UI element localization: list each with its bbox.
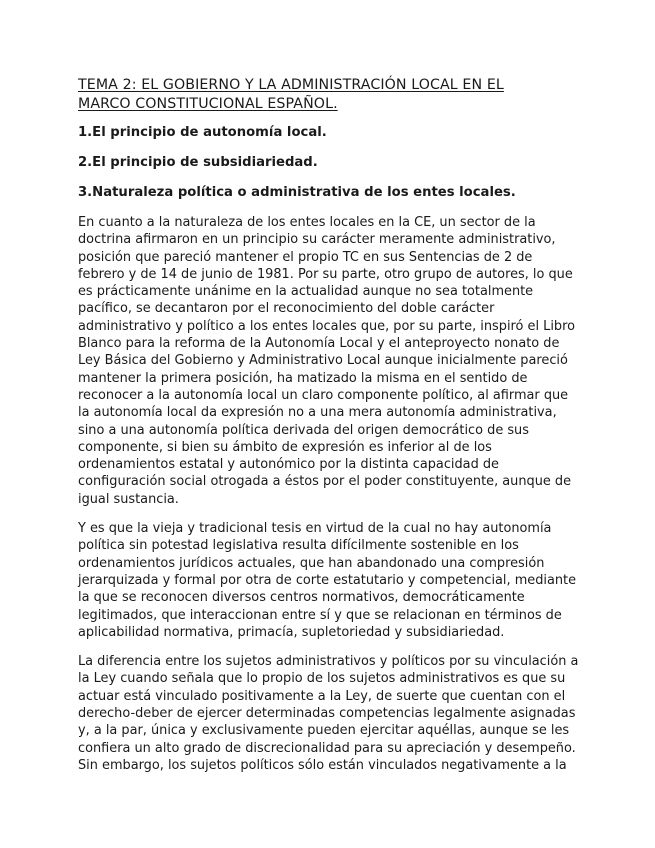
paragraph-1 (78, 214, 578, 508)
paragraph-3 (78, 653, 578, 774)
text-line: aplicabilidad normativa, primacía, supletoriedad y subsidiariedad. (78, 624, 505, 640)
text-line: mantener la primera posición, ha matizado la misma en el sentido de (78, 370, 528, 386)
text-line: ordenamientos jurídicos actuales, que han abandonado una compresión (78, 555, 545, 571)
document-title (78, 76, 578, 114)
text-line: En cuanto a la naturaleza de los entes locales en la CE, un sector de la (78, 215, 536, 230)
title-line-2: MARCO CONSTITUCIONAL ESPAÑOL. (78, 96, 338, 112)
text-line: igual sustancia. (78, 491, 179, 507)
text-line: Y es que la vieja y tradicional tesis en virtud de la cual no hay autonomía (78, 521, 552, 537)
text-line: ordenamientos estatal y autonómico por la distinta capacidad de (78, 457, 499, 473)
text-line: Sin embargo, los sujetos políticos sólo están vinculados negativamente a la (78, 757, 567, 773)
text-line: reconocer a la autonomía local un claro componente político, al afirmar que (78, 387, 569, 403)
text-line: legitimados, que interaccionan entre sí y que se relacionan en términos de (78, 607, 562, 623)
paragraph-2 (78, 520, 578, 641)
text-line: jerarquizada y formal por otra de corte estatutario y competencial, mediante (78, 572, 577, 588)
text-line: la que se reconocen diversos centros normativos, democráticamente (78, 590, 525, 606)
text-line: Blanco para la reforma de la Autonomía Local y el anteproyecto nonato de (78, 336, 560, 352)
text-line: pacífico, se decantaron por el reconocimiento del doble carácter (78, 301, 495, 317)
text-line: sino a una autonomía política derivada del origen democrático de sus (78, 422, 529, 438)
text-line: y, a la par, única y exclusivamente pueden ejercitar aquéllas, aunque se les (78, 723, 570, 739)
text-line: es prácticamente unánime en la actualidad aunque no sea totalmente (78, 284, 534, 300)
document-page (78, 76, 578, 786)
text-line: configuración social otrogada a éstos por el poder constituyente, aunque de (78, 474, 572, 490)
text-line: confiera un alto grado de discrecionalidad para su apreciación y desempeño. (78, 740, 576, 756)
text-line: componente, si bien su ámbito de expresión es inferior al de los (78, 439, 492, 455)
text-line: administrativo y político a los entes locales que, por su parte, inspiró el Libro (78, 318, 575, 334)
section-heading-1: 1.El principio de autonomía local. (78, 125, 327, 140)
section-heading-3: 3.Naturaleza política o administrativa de los entes locales. (78, 185, 516, 200)
text-line: derecho-deber de ejercer determinadas competencias legalmente asignadas (78, 706, 576, 722)
section-heading-2: 2.El principio de subsidiariedad. (78, 155, 318, 170)
text-line: febrero y de 14 de junio de 1981. Por su parte, otro grupo de autores, lo que (78, 266, 573, 282)
text-line: doctrina afirmaron en un principio su carácter meramente administrativo, (78, 232, 556, 248)
title-line-1: TEMA 2: EL GOBIERNO Y LA ADMINISTRACIÓN LOCAL EN EL (78, 77, 504, 93)
text-line: posición que pareció mantener el propio TC en sus Sentencias de 2 de (78, 249, 533, 265)
text-line: actuar está vinculado positivamente a la Ley, de suerte que cuentan con el (78, 688, 566, 704)
text-line: Ley Básica del Gobierno y Administrativo Local aunque inicialmente pareció (78, 353, 568, 369)
text-line: la Ley cuando señala que lo propio de los sujetos administrativos es que su (78, 671, 566, 687)
text-line: La diferencia entre los sujetos administrativos y políticos por su vinculación a (78, 654, 579, 670)
text-line: política sin potestad legislativa resulta difícilmente sostenible en los (78, 538, 519, 554)
text-line: la autonomía local da expresión no a una mera autonomía administrativa, (78, 405, 557, 421)
